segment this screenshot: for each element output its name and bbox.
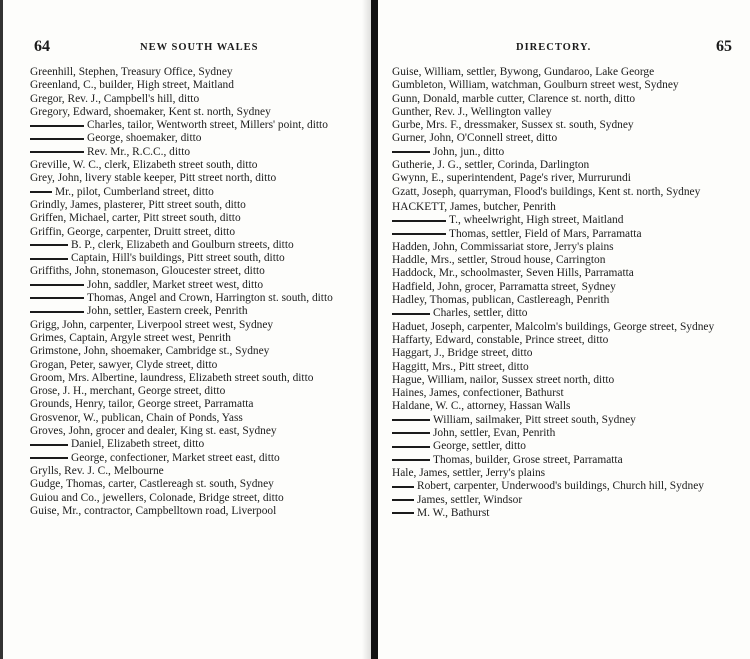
ditto-dash [30, 125, 84, 127]
entry-text: Griffin, George, carpenter, Druitt street, ditto [30, 225, 236, 238]
entry-text: Haggitt, Mrs., Pitt street, ditto [392, 360, 529, 373]
entry-text: Grindly, James, plasterer, Pitt street south, ditto [30, 198, 246, 211]
entry-text: Guiou and Co., jewellers, Colonade, Bridge street, ditto [30, 491, 284, 504]
ditto-dash [30, 311, 84, 313]
directory-entry [392, 186, 732, 199]
entry-text: B. P., clerk, Elizabeth and Goulburn streets, ditto [71, 238, 294, 251]
directory-entry [392, 374, 732, 387]
entry-text: Guise, Mr., contractor, Campbelltown road, Liverpool [30, 504, 277, 517]
book-gutter [371, 0, 378, 659]
directory-entry [30, 438, 360, 451]
directory-entry [392, 387, 732, 400]
entry-text: Daniel, Elizabeth street, ditto [71, 438, 205, 451]
entry-text: John, settler, Evan, Penrith [433, 427, 556, 440]
directory-entry [30, 172, 360, 185]
right-page-header [392, 38, 732, 60]
directory-entry [30, 252, 360, 265]
entry-text: Grosvenor, W., publican, Chain of Ponds, Yass [30, 411, 243, 424]
entry-text: M. W., Bathurst [417, 506, 490, 519]
directory-entry [30, 292, 360, 305]
left-directory-list [30, 66, 360, 518]
ditto-dash [30, 151, 84, 153]
ditto-dash [30, 284, 84, 286]
ditto-dash [30, 297, 84, 299]
entry-text: Gunn, Donald, marble cutter, Clarence st. north, ditto [392, 92, 636, 105]
directory-entry [392, 427, 732, 440]
directory-entry [30, 385, 360, 398]
entry-text: Haldane, W. C., attorney, Hassan Walls [392, 400, 571, 413]
directory-entry [392, 494, 732, 507]
directory-entry [30, 332, 360, 345]
ditto-dash [30, 244, 68, 246]
entry-text: Hadfield, John, grocer, Parramatta street, Sydney [392, 280, 616, 293]
directory-entry [392, 334, 732, 347]
entry-text: Grimes, Captain, Argyle street west, Penrith [30, 331, 231, 344]
entry-text: Gregor, Rev. J., Campbell's hill, ditto [30, 92, 200, 105]
directory-entry [392, 172, 732, 185]
directory-entry [30, 93, 360, 106]
entry-text: Groves, John, grocer and dealer, King st. east, Sydney [30, 425, 277, 438]
directory-entry [392, 294, 732, 307]
entry-text: Gurner, John, O'Connell street, ditto [392, 132, 558, 145]
directory-entry [392, 119, 732, 132]
entry-text: Gwynn, E., superintendent, Page's river, Murrurundi [392, 172, 631, 185]
directory-entry [30, 425, 360, 438]
directory-entry [30, 305, 360, 318]
entry-text: Thomas, Angel and Crown, Harrington st. south, ditto [87, 292, 333, 305]
entry-text: Mr., pilot, Cumberland street, ditto [55, 185, 214, 198]
gutter-shadow [362, 0, 371, 659]
directory-entry [392, 507, 732, 520]
ditto-dash [30, 457, 68, 459]
entry-text: Charles, settler, ditto [433, 307, 528, 320]
entry-text: Haines, James, confectioner, Bathurst [392, 387, 564, 400]
entry-text: James, settler, Windsor [417, 493, 523, 506]
directory-entry [392, 307, 732, 320]
directory-entry [392, 267, 732, 280]
entry-text: George, settler, ditto [433, 440, 526, 453]
entry-text: Gzatt, Joseph, quarryman, Flood's buildings, Kent st. north, Sydney [392, 185, 701, 198]
directory-entry [30, 412, 360, 425]
ditto-dash [30, 191, 52, 193]
entry-text: John, jun., ditto [433, 145, 505, 158]
directory-entry [392, 414, 732, 427]
entry-text: Hadden, John, Commissariat store, Jerry's plains [392, 240, 614, 253]
entry-text: Gunther, Rev. J., Wellington valley [392, 105, 552, 118]
entry-text: Haggart, J., Bridge street, ditto [392, 347, 533, 360]
ditto-dash [30, 138, 84, 140]
directory-entry [392, 454, 732, 467]
ditto-dash [30, 258, 68, 260]
ditto-dash [392, 419, 430, 421]
directory-entry [392, 214, 732, 227]
directory-entry [392, 467, 732, 480]
directory-entry [30, 106, 360, 119]
entry-text: Robert, carpenter, Underwood's buildings, Church hill, Sydney [417, 480, 704, 493]
entry-text: William, sailmaker, Pitt street south, Sydney [433, 413, 636, 426]
directory-entry [392, 321, 732, 334]
directory-entry [392, 400, 732, 413]
entry-text: John, settler, Eastern creek, Penrith [87, 305, 248, 318]
directory-entry [392, 440, 732, 453]
entry-text: Hale, James, settler, Jerry's plains [392, 466, 546, 479]
entry-text: Grogan, Peter, sawyer, Clyde street, ditto [30, 358, 218, 371]
entry-text: Greenhill, Stephen, Treasury Office, Sydney [30, 66, 233, 78]
entry-text: Captain, Hill's buildings, Pitt street south, ditto [71, 252, 285, 265]
directory-entry [30, 119, 360, 132]
entry-text: George, shoemaker, ditto [87, 132, 202, 145]
directory-entry [392, 132, 732, 145]
directory-entry [392, 228, 732, 241]
entry-text: Griffiths, John, stonemason, Gloucester street, ditto [30, 265, 265, 278]
entry-text: Groom, Mrs. Albertine, laundress, Elizabeth street south, ditto [30, 371, 314, 384]
ditto-dash [392, 151, 430, 153]
entry-text: Hague, William, nailor, Sussex street north, ditto [392, 373, 615, 386]
left-page-number: 64 [34, 38, 50, 55]
right-page-number: 65 [716, 38, 732, 55]
directory-entry [30, 199, 360, 212]
directory-entry [392, 480, 732, 493]
entry-text: Haddock, Mr., schoolmaster, Seven Hills, Parramatta [392, 267, 634, 280]
entry-text: Grimstone, John, shoemaker, Cambridge st., Sydney [30, 345, 270, 358]
left-page-edge [0, 0, 3, 659]
directory-entry [392, 66, 732, 79]
entry-text: Gumbleton, William, watchman, Goulburn street west, Sydney [392, 79, 679, 92]
entry-text: Grounds, Henry, tailor, George street, Parramatta [30, 398, 254, 411]
directory-entry [30, 265, 360, 278]
directory-entry [392, 159, 732, 172]
right-running-head: DIRECTORY. [516, 42, 592, 53]
entry-text: John, saddler, Market street west, ditto [87, 278, 264, 291]
entry-text: Grey, John, livery stable keeper, Pitt street north, ditto [30, 172, 277, 185]
directory-entry [392, 79, 732, 92]
entry-text: Grylls, Rev. J. C., Melbourne [30, 464, 164, 477]
directory-entry [392, 361, 732, 374]
entry-text: Thomas, builder, Grose street, Parramatta [433, 453, 623, 466]
ditto-dash [392, 512, 414, 514]
directory-entry [392, 347, 732, 360]
ditto-dash [392, 432, 430, 434]
entry-text: Rev. Mr., R.C.C., ditto [87, 145, 191, 158]
left-page-header [30, 38, 360, 60]
directory-entry [30, 146, 360, 159]
entry-text: George, confectioner, Market street east, ditto [71, 451, 280, 464]
entry-text: Gregory, Edward, shoemaker, Kent st. north, Sydney [30, 105, 271, 118]
directory-entry [30, 345, 360, 358]
directory-entry [30, 159, 360, 172]
ditto-dash [392, 446, 430, 448]
directory-entry [30, 239, 360, 252]
entry-text: Grigg, John, carpenter, Liverpool street west, Sydney [30, 318, 274, 331]
directory-entry [30, 452, 360, 465]
directory-entry [30, 465, 360, 478]
entry-text: Haduet, Joseph, carpenter, Malcolm's buildings, George street, Sydney [392, 320, 715, 333]
entry-text: Greville, W. C., clerk, Elizabeth street south, ditto [30, 159, 258, 172]
left-page [30, 0, 360, 659]
directory-entry [30, 212, 360, 225]
entry-text: Hadley, Thomas, publican, Castlereagh, Penrith [392, 294, 610, 307]
directory-entry [30, 66, 360, 79]
entry-text: Charles, tailor, Wentworth street, Millers' point, ditto [87, 119, 328, 132]
entry-text: Griffen, Michael, carter, Pitt street south, ditto [30, 212, 241, 225]
directory-entry [392, 93, 732, 106]
ditto-dash [30, 444, 68, 446]
entry-text: Gurbe, Mrs. F., dressmaker, Sussex st. south, Sydney [392, 119, 634, 132]
directory-entry [392, 106, 732, 119]
entry-text: Grose, J. H., merchant, George street, ditto [30, 385, 226, 398]
entry-text: Gutherie, J. G., settler, Corinda, Darlington [392, 159, 590, 172]
directory-entry [30, 478, 360, 491]
entry-text: Haffarty, Edward, constable, Prince street, ditto [392, 333, 609, 346]
ditto-dash [392, 220, 446, 222]
directory-entry [30, 398, 360, 411]
directory-entry [30, 226, 360, 239]
ditto-dash [392, 486, 414, 488]
directory-entry [30, 186, 360, 199]
right-page [392, 0, 732, 659]
directory-entry [30, 359, 360, 372]
entry-text: Thomas, settler, Field of Mars, Parramatta [449, 227, 642, 240]
directory-entry [30, 132, 360, 145]
entry-text: HACKETT, James, butcher, Penrith [392, 200, 556, 213]
directory-entry [30, 492, 360, 505]
ditto-dash [392, 499, 414, 501]
entry-text: T., wheelwright, High street, Maitland [449, 214, 624, 227]
directory-entry [392, 241, 732, 254]
directory-entry [30, 319, 360, 332]
directory-entry [30, 372, 360, 385]
right-directory-list [392, 66, 732, 520]
directory-entry [392, 146, 732, 159]
entry-text: Haddle, Mrs., settler, Stroud house, Carrington [392, 254, 606, 267]
ditto-dash [392, 233, 446, 235]
ditto-dash [392, 313, 430, 315]
directory-entry [30, 279, 360, 292]
directory-entry [392, 201, 732, 214]
directory-entry [392, 281, 732, 294]
directory-entry [30, 79, 360, 92]
directory-entry [30, 505, 360, 518]
entry-text: Guise, William, settler, Bywong, Gundaroo, Lake George [392, 66, 655, 78]
ditto-dash [392, 459, 430, 461]
left-running-head: NEW SOUTH WALES [140, 42, 259, 53]
entry-text: Greenland, C., builder, High street, Maitland [30, 79, 234, 92]
entry-text: Gudge, Thomas, carter, Castlereagh st. south, Sydney [30, 478, 274, 491]
directory-entry [392, 254, 732, 267]
